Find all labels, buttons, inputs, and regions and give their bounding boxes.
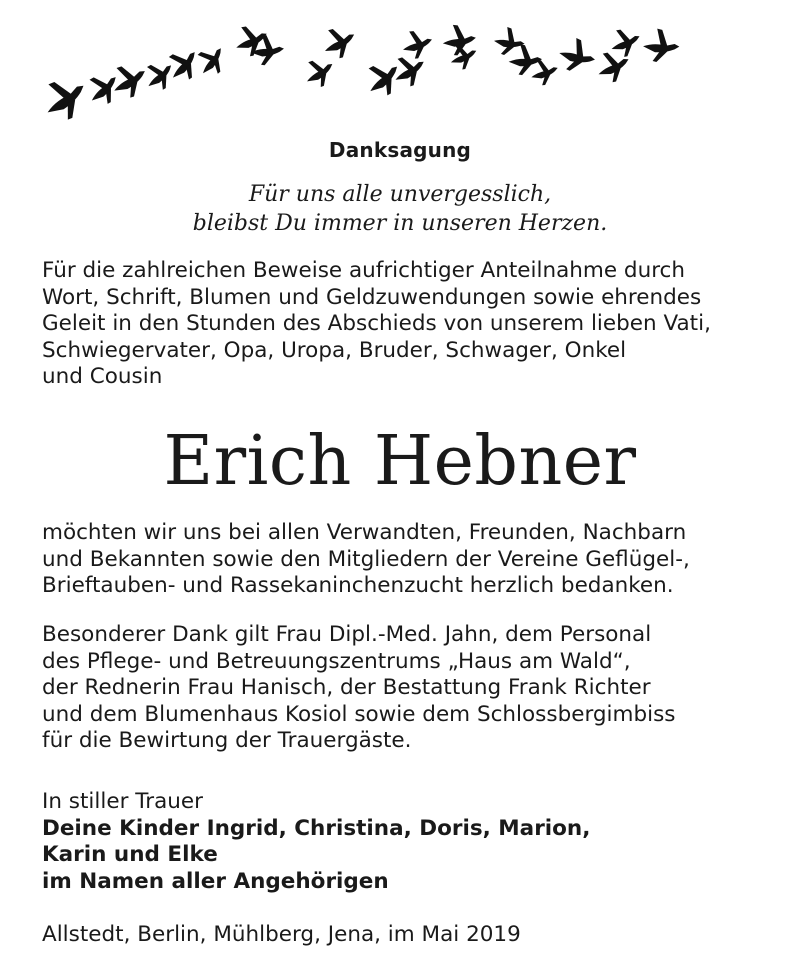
text-line: Für die zahlreichen Beweise aufrichtiger Anteilnahme durch [42, 258, 686, 283]
text-line: Brieftauben- und Rassekaninchenzucht herzlich bedanken. [42, 573, 674, 598]
text-line: der Rednerin Frau Hanisch, der Bestattung Frank Richter [42, 675, 651, 700]
text-line: und Bekannten sowie den Mitgliedern der Vereine Geflügel-, [42, 546, 690, 572]
signature-intro: In stiller Trauer [42, 789, 203, 814]
thanks-paragraph [42, 520, 787, 600]
text-line: Besonderer Dank gilt Frau Dipl.-Med. Jahn, dem Personal [42, 622, 652, 647]
text-line: und Cousin [42, 364, 163, 389]
text-line: für die Bewirtung der Trauergäste. [42, 728, 412, 753]
heading: Danksagung [328, 138, 472, 162]
flock-of-birds-icon [0, 0, 800, 125]
text-line: Geleit in den Stunden des Abschieds von unserem lieben Vati, [42, 311, 711, 336]
place-date: Allstedt, Berlin, Mühlberg, Jena, im Mai 2019 [42, 922, 521, 947]
intro-paragraph [42, 258, 787, 391]
special-thanks-paragraph [42, 622, 787, 755]
family-line: im Namen aller Angehörigen [42, 868, 389, 894]
memorial-quote [0, 180, 800, 238]
text-line: des Pflege- und Betreuungszentrums „Haus am Wald“, [42, 648, 631, 674]
text-line: Wort, Schrift, Blumen und Geldzuwendungen sowie ehrendes [42, 284, 702, 310]
family-line: Karin und Elke [42, 842, 218, 867]
signature-block [42, 789, 590, 895]
deceased-name: Erich Hebner [163, 422, 637, 501]
quote-line: Für uns alle unvergesslich, [248, 182, 552, 207]
text-line: und dem Blumenhaus Kosiol sowie dem Schlossbergimbiss [42, 701, 676, 727]
family-line: Deine Kinder Ingrid, Christina, Doris, Marion, [42, 815, 591, 841]
text-line: möchten wir uns bei allen Verwandten, Freunden, Nachbarn [42, 520, 687, 545]
quote-line: bleibst Du immer in unseren Herzen. [192, 211, 608, 236]
text-line: Schwiegervater, Opa, Uropa, Bruder, Schwager, Onkel [42, 337, 627, 363]
